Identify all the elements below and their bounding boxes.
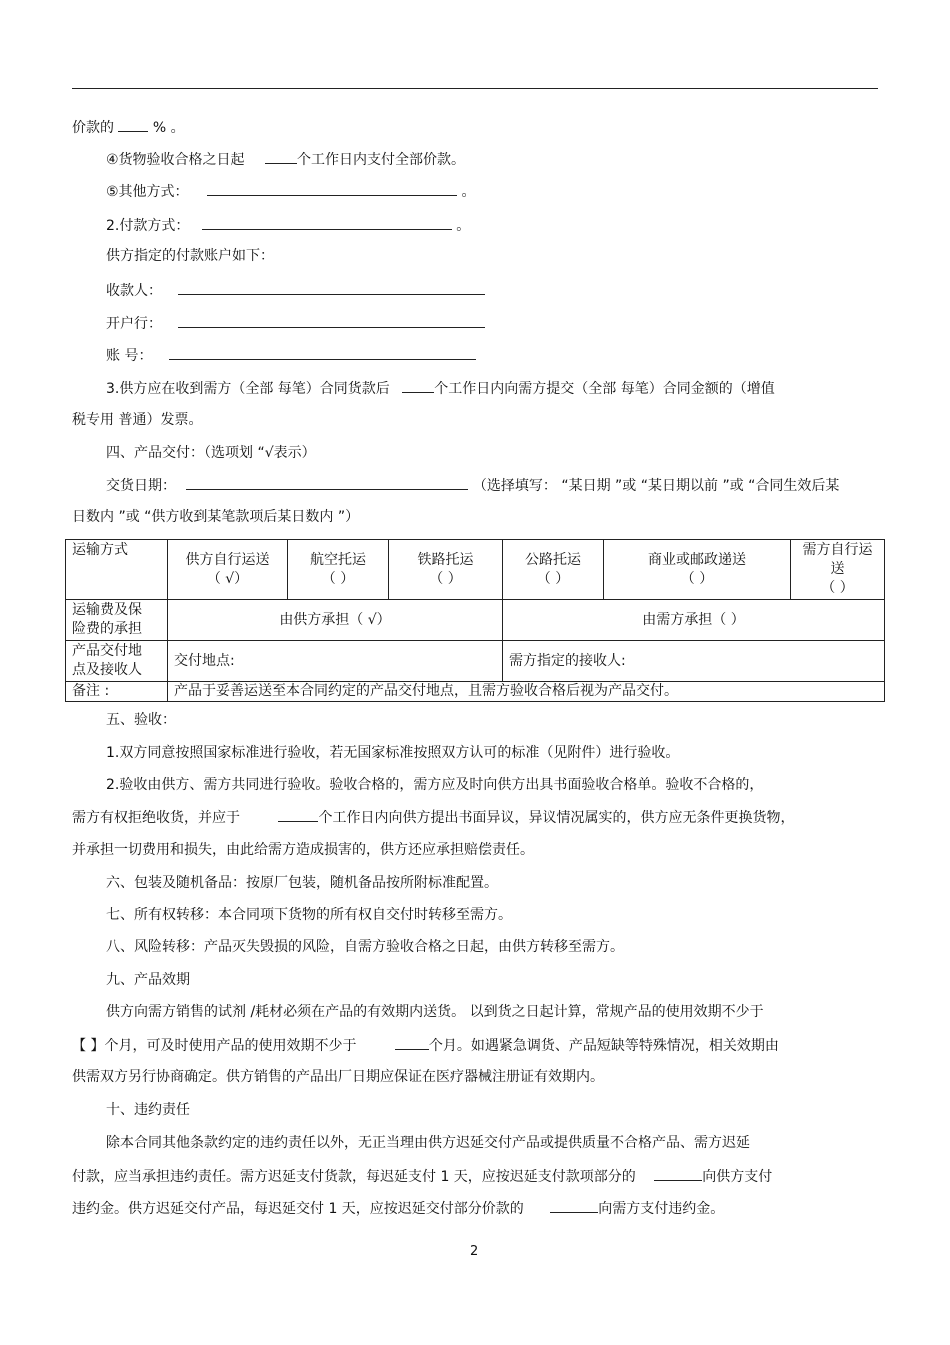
line-delivery-date: 交货日期： （选择填写： “某日期 ”或 “某日期以前 ”或 “合同生效后某: [106, 475, 839, 496]
remark-label: 备注 :: [66, 682, 168, 702]
section-packaging: 六、包装及随机备品：按原厂包装，随机备品按所附标准配置。: [106, 875, 498, 891]
line-price-percent: 价款的 % 。: [72, 117, 185, 138]
cost-buyer[interactable]: 由需方承担（ ）: [503, 600, 885, 641]
line-account-intro: 供方指定的付款账户如下：: [106, 248, 274, 264]
line-bank: 开户行：: [106, 313, 485, 334]
delivery-place-field[interactable]: 交付地点:: [168, 641, 503, 682]
line-validity-3: 供需双方另行协商确定。供方销售的产品出厂日期应保证在医疗器械注册证有效期内。: [72, 1069, 604, 1085]
line-payee: 收款人：: [106, 280, 485, 301]
blank-bank[interactable]: [178, 313, 485, 328]
transport-option-road[interactable]: 公路托运 （ ）: [503, 540, 604, 600]
line-delivery-date-2: 日数内 ”或 “供方收到某笔款项后某日数内 ”）: [72, 509, 360, 525]
blank-buyer-penalty[interactable]: [654, 1166, 702, 1181]
line-validity-1: 供方向需方销售的试剂 /耗材必须在产品的有效期内送货。 以到货之日起计算，常规产品的使用效期不少于: [106, 1004, 764, 1020]
line-acceptance-1: 1.双方同意按照国家标准进行验收，若无国家标准按照双方认可的标准（见附件）进行验收。: [106, 745, 680, 761]
transport-option-rail[interactable]: 铁路托运 （ ）: [389, 540, 503, 600]
line-breach-1: 除本合同其他条款约定的违约责任以外，无正当理由供方迟延交付产品或提供质量不合格产品、需方迟延: [106, 1135, 750, 1151]
table-row-remark: [66, 682, 885, 702]
line-validity-2: 【 】个月，可及时使用产品的使用效期不少于 个月。如遇紧急调货、产品短缺等特殊情况，相关效期由: [72, 1035, 779, 1056]
blank-payee[interactable]: [178, 280, 485, 295]
line-breach-3: 违约金。供方迟延交付产品，每迟延交付 1 天，应按迟延交付部分价款的 向需方支付违约金。: [72, 1198, 724, 1219]
blank-workdays[interactable]: [265, 149, 297, 164]
blank-payment-method[interactable]: [202, 215, 452, 230]
line-payment-method: 2.付款方式： 。: [106, 215, 470, 236]
line-breach-2: 付款，应当承担违约责任。需方迟延支付货款，每迟延支付 1 天，应按迟延支付款项部分的 向供方支付: [72, 1166, 772, 1187]
remark-text: 产品于妥善运送至本合同约定的产品交付地点，且需方验收合格后视为产品交付。: [168, 682, 885, 702]
blank-account[interactable]: [169, 345, 476, 360]
blank-supplier-penalty[interactable]: [550, 1198, 598, 1213]
table-row-place: [66, 641, 885, 682]
page-number: 2: [470, 1244, 479, 1259]
line-acceptance-4: 并承担一切费用和损失，由此给需方造成损害的，供方还应承担赔偿责任。: [72, 842, 534, 858]
blank-delivery-date[interactable]: [186, 475, 468, 490]
delivery-table: [65, 539, 885, 702]
line-payment-4: ④货物验收合格之日起 个工作日内支付全部价款。: [106, 149, 465, 170]
section-ownership: 七、所有权转移：本合同项下货物的所有权自交付时转移至需方。: [106, 907, 512, 923]
table-row-cost: [66, 600, 885, 641]
blank-invoice-days[interactable]: [402, 378, 434, 393]
section-validity-title: 九、产品效期: [106, 972, 190, 988]
cost-label: 运输费及保 险费的承担: [66, 600, 168, 641]
header-rule: [72, 88, 878, 89]
line-invoice-1: 3.供方应在收到需方（全部 每笔）合同货款后 个工作日内向需方提交（全部 每笔）合同金额的（增值: [106, 378, 775, 399]
section-risk: 八、风险转移：产品灭失毁损的风险，自需方验收合格之日起，由供方转移至需方。: [106, 939, 624, 955]
blank-other-method[interactable]: [207, 181, 457, 196]
line-payment-5: ⑤其他方式： 。: [106, 181, 475, 202]
transport-label: 运输方式: [66, 540, 168, 600]
receiver-field[interactable]: 需方指定的接收人:: [503, 641, 885, 682]
line-invoice-2: 税专用 普通）发票。: [72, 412, 203, 428]
transport-option-buyer[interactable]: 需方自行运送 （ ）: [791, 540, 885, 600]
blank-percent[interactable]: [118, 117, 148, 132]
table-row-transport: [66, 540, 885, 600]
section-delivery-title: 四、产品交付：（选项划 “√表示）: [106, 445, 316, 461]
line-acceptance-2: 2.验收由供方、需方共同进行验收。验收合格的，需方应及时向供方出具书面验收合格单。验收不合格的，: [106, 777, 764, 793]
section-acceptance-title: 五、验收：: [106, 712, 176, 728]
line-account: 账 号：: [106, 345, 476, 366]
blank-objection-days[interactable]: [278, 807, 318, 822]
blank-validity-months[interactable]: [395, 1035, 429, 1050]
cost-supplier[interactable]: 由供方承担（ √）: [168, 600, 503, 641]
transport-option-air[interactable]: 航空托运 （ ）: [288, 540, 389, 600]
line-acceptance-3: 需方有权拒绝收货，并应于 个工作日内向供方提出书面异议，异议情况属实的，供方应无条件更换货物，: [72, 807, 794, 828]
transport-option-supplier[interactable]: 供方自行运送 （ √）: [168, 540, 288, 600]
place-label: 产品交付地 点及接收人: [66, 641, 168, 682]
transport-option-post[interactable]: 商业或邮政递送 （ ）: [604, 540, 791, 600]
section-breach-title: 十、违约责任: [106, 1102, 190, 1118]
